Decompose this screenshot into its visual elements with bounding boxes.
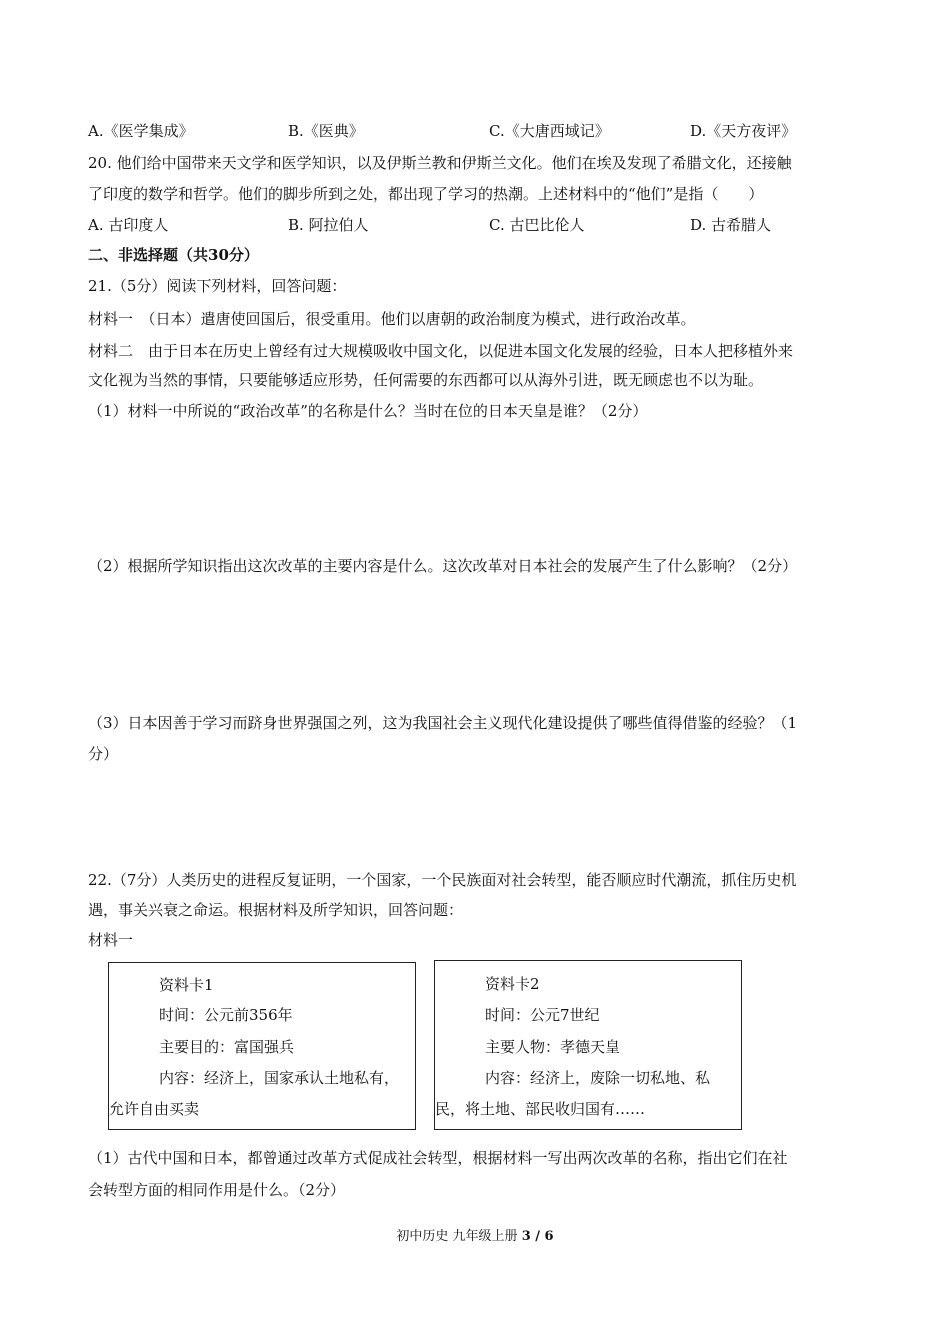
q21-sub3-line1: （3）日本因善于学习而跻身世界强国之列，这为我国社会主义现代化建设提供了哪些值得借鉴的经验？（1: [88, 714, 798, 732]
q20-option-a: A. 古印度人: [88, 216, 169, 234]
data-card-1: [108, 962, 416, 1130]
card2-title: 资料卡2: [485, 975, 540, 993]
card2-content-line2: 民，将土地、部民收归国有……: [435, 1100, 646, 1118]
q19-option-c: C.《大唐西域记》: [489, 122, 610, 140]
page-number: 3 / 6: [521, 1229, 554, 1244]
card2-time: 时间：公元7世纪: [485, 1006, 600, 1024]
q21-material2-line2: 文化视为当然的事情，只要能够适应形势，任何需要的东西都可以从海外引进，既无顾虑也不以为耻。: [88, 371, 764, 389]
card1-time: 时间：公元前356年: [159, 1006, 293, 1024]
card2-person: 主要人物：孝德天皇: [485, 1038, 621, 1056]
q21-sub2: （2）根据所学知识指出这次改革的主要内容是什么。这次改革对日本社会的发展产生了什么影响？（2分）: [88, 557, 798, 575]
q20-option-d: D. 古希腊人: [690, 216, 772, 234]
q20-option-c: C. 古巴比伦人: [489, 216, 585, 234]
card1-title: 资料卡1: [159, 976, 214, 994]
card1-content-line2: 允许自由买卖: [109, 1100, 200, 1118]
q19-option-b: B.《医典》: [288, 122, 364, 140]
q19-option-d: D.《天方夜评》: [690, 122, 797, 140]
q22-intro-line1: 22.（7分）人类历史的进程反复证明，一个国家，一个民族面对社会转型，能否顺应时代潮流，抓住历史机: [88, 871, 797, 889]
q22-material1-label: 材料一: [88, 931, 134, 949]
q20-stem-line2: 了印度的数学和哲学。他们的脚步所到之处，都出现了学习的热潮。上述材料中的“他们”是指（ ）: [88, 185, 764, 203]
section-2-title: 二、非选择题（共30分）: [88, 246, 259, 264]
card1-purpose: 主要目的：富国强兵: [159, 1038, 295, 1056]
q21-sub1: （1）材料一中所说的“政治改革”的名称是什么？当时在位的日本天皇是谁？（2分）: [88, 402, 648, 420]
q21-sub3-line2: 分）: [88, 745, 119, 763]
q22-sub1-line2: 会转型方面的相同作用是什么。（2分）: [88, 1181, 346, 1199]
q21-intro: 21.（5分）阅读下列材料，回答问题：: [88, 277, 347, 295]
q22-intro-line2: 遇，事关兴衰之命运。根据材料及所学知识，回答问题：: [88, 901, 464, 919]
page-footer: [0, 1228, 950, 1246]
q20-option-b: B. 阿拉伯人: [288, 216, 369, 234]
q21-material1: 材料一 （日本）遣唐使回国后，很受重用。他们以唐朝的政治制度为模式，进行政治改革。: [88, 310, 696, 328]
data-card-2: [434, 960, 742, 1130]
q20-stem-line1: 20. 他们给中国带来天文学和医学知识，以及伊斯兰教和伊斯兰文化。他们在埃及发现了希腊文化，还接触: [88, 154, 792, 172]
q21-material2-line1: 材料二 由于日本在历史上曾经有过大规模吸收中国文化，以促进本国文化发展的经验，日本人把移植外来: [88, 342, 794, 360]
q22-sub1-line1: （1）古代中国和日本，都曾通过改革方式促成社会转型，根据材料一写出两次改革的名称，指出它们在社: [88, 1149, 788, 1167]
footer-text: 初中历史 九年级上册: [396, 1229, 518, 1244]
card2-content-line1: 内容：经济上，废除一切私地、私: [485, 1069, 711, 1087]
card1-content-line1: 内容：经济上，国家承认土地私有，: [159, 1069, 400, 1087]
q19-option-a: A.《医学集成》: [88, 122, 194, 140]
